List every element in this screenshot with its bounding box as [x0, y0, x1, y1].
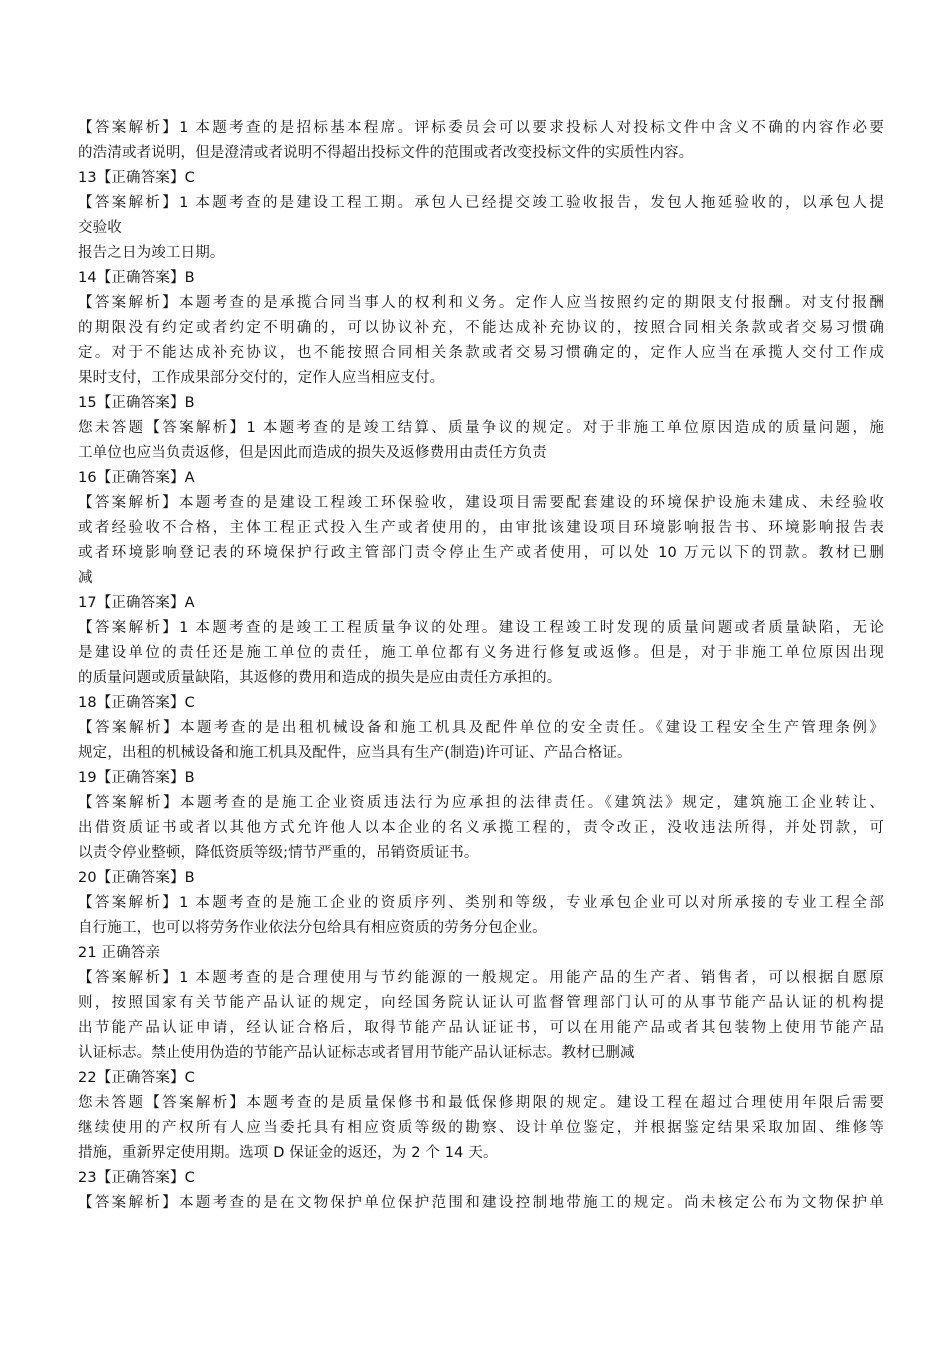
text-line: 交验收	[78, 220, 122, 236]
answer-line: 13【正确答案】C	[78, 170, 195, 186]
text-line: 【答案解析】本题考查的是建设工程竣工环保验收，建设项目需要配套建设的环境保护设施未建成、未经验收	[78, 495, 884, 511]
text-line: 【答案解析】1 本题考查的是招标基本程席。评标委员会可以要求投标人对投标文件中含义不确的内容作必要	[78, 120, 884, 136]
text-line: 出借资质证书或者以其他方式允许他人以本企业的名义承揽工程的，责令改正，没收违法所得，并处罚款，可	[78, 820, 884, 836]
text-line: 工单位也应当负责返修，但是因此而造成的损失及返修费用由责任方负责	[78, 445, 547, 461]
text-line: 您未答题【答案解析】1 本题考查的是竣工结算、质量争议的规定。对于非施工单位原因造成的质量问题，施	[78, 420, 884, 436]
text-line: 规定，出租的机械设备和施工机具及配件，应当具有生产(制造)许可证、产品合格证。	[78, 745, 632, 761]
answer-line: 14【正确答案】B	[78, 270, 195, 286]
text-line: 【答案解析】1 本题考查的是建设工程工期。承包人已经提交竣工验收报告，发包人拖延验收的，以承包人提	[78, 195, 884, 211]
document-body	[78, 116, 884, 1216]
text-line: 【答案解析】本题考查的是出租机械设备和施工机具及配件单位的安全责任。《建设工程安全生产管理条例》	[78, 720, 884, 736]
text-line: 的质量问题或质量缺陷，其返修的费用和造成的损失是应由责任方承担的。	[78, 670, 562, 686]
text-line: 报告之日为竣工日期。	[78, 245, 225, 261]
answer-line: 22【正确答案】C	[78, 1070, 195, 1086]
text-line: 的期限没有约定或者约定不明确的，可以协议补充，不能达成补充协议的，按照合同相关条款或者交易习惯确	[78, 320, 884, 336]
text-line: 则，按照国家有关节能产品认证的规定，向经国务院认证认可监督管理部门认可的从事节能产品认证的机构提	[78, 995, 884, 1011]
answer-line: 16【正确答案】A	[78, 470, 195, 486]
text-line: 【答案解析】本题考查的是在文物保护单位保护范围和建设控制地带施工的规定。尚未核定公布为文物保护单	[78, 1195, 884, 1211]
text-line: 自行施工，也可以将劳务作业依法分包给具有相应资质的劳务分包企业。	[78, 920, 547, 936]
text-line: 或者环境影响登记表的环境保护行政主管部门责令停止生产或者使用，可以处 10 万元以下的罚款。教材已删	[78, 545, 884, 561]
answer-line: 18【正确答案】C	[78, 695, 195, 711]
answer-line: 15【正确答案】B	[78, 395, 195, 411]
text-line: 果时支付，工作成果部分交付的，定作人应当相应支付。	[78, 370, 445, 386]
answer-line: 21 正确答亲	[78, 945, 161, 961]
text-line: 【答案解析】1 本题考查的是施工企业的资质序列、类别和等级，专业承包企业可以对所承接的专业工程全部	[78, 895, 884, 911]
text-line: 【答案解析】1 本题考查的是合理使用与节约能源的一般规定。用能产品的生产者、销售者，可以根据自愿原	[78, 970, 884, 986]
text-line: 您未答题【答案解析】本题考查的是质量保修书和最低保修期限的规定。建设工程在超过合理使用年限后需要	[78, 1095, 884, 1111]
answer-line: 19【正确答案】B	[78, 770, 195, 786]
answer-line: 23【正确答案】C	[78, 1170, 195, 1186]
text-line: 出节能产品认证申请，经认证合格后，取得节能产品认证证书，可以在用能产品或者其包装物上使用节能产品	[78, 1020, 884, 1036]
text-line: 以责令停业整顿，降低资质等级;情节严重的，吊销资质证书。	[78, 845, 479, 861]
text-line: 或者经验收不合格，主体工程正式投入生产或者使用的，由审批该建设项目环境影响报告书、环境影响报告表	[78, 520, 884, 536]
text-line: 【答案解析】1 本题考查的是竣工工程质量争议的处理。建设工程竣工时发现的质量问题或者质量缺陷，无论	[78, 620, 884, 636]
text-line: 是建设单位的责任还是施工单位的责任，施工单位都有义务进行修复或返修。但是，对于非施工单位原因出现	[78, 645, 884, 661]
text-line: 认证标志。禁止使用伪造的节能产品认证标志或者冒用节能产品认证标志。教材已删减	[78, 1045, 635, 1061]
text-line: 定。对于不能达成补充协议，也不能按照合同相关条款或者交易习惯确定的，定作人应当在承揽人交付工作成	[78, 345, 884, 361]
text-line: 减	[78, 570, 93, 586]
text-line: 措施，重新界定使用期。选项 D 保证金的返还，为 2 个 14 天。	[78, 1145, 498, 1161]
answer-line: 17【正确答案】A	[78, 595, 195, 611]
text-line: 【答案解析】本题考查的是施工企业资质违法行为应承担的法律责任。《建筑法》规定，建筑施工企业转让、	[78, 795, 884, 811]
text-line: 【答案解析】本题考查的是承揽合同当事人的权利和义务。定作人应当按照约定的期限支付报酬。对支付报酬	[78, 295, 884, 311]
text-line: 继续使用的产权所有人应当委托具有相应资质等级的勘察、设计单位鉴定，并根据鉴定结果采取加固、维修等	[78, 1120, 884, 1136]
text-line: 的浩清或者说明，但是澄清或者说明不得超出投标文件的范围或者改变投标文件的实质性内容。	[78, 145, 694, 161]
answer-line: 20【正确答案】B	[78, 870, 195, 886]
